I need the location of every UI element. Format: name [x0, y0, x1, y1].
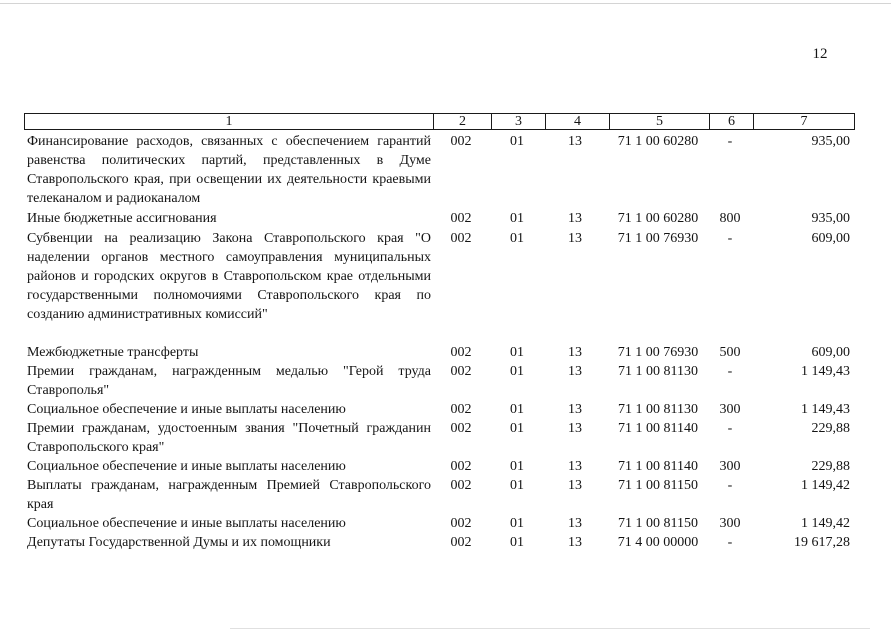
row-amount: 935,00 [811, 134, 850, 149]
row-target-article: 71 1 00 76930 [617, 345, 699, 360]
row-subsection-code: 13 [568, 134, 582, 149]
row-expense-type: - [727, 478, 733, 493]
row-subsection-code: 13 [568, 364, 582, 379]
row-target-article: 71 1 00 81150 [618, 478, 698, 493]
row-ministry-code: 002 [450, 516, 472, 531]
row-expense-type: - [727, 134, 733, 149]
row-section-code: 01 [510, 478, 524, 493]
table-header [24, 113, 855, 130]
row-expense-type: - [727, 231, 733, 246]
row-ministry-code: 002 [450, 478, 472, 493]
header-col-6: 6 [709, 114, 753, 129]
row-description: Премии гражданам, награжденным медалью "Герой труда Ставрополья" [27, 364, 431, 398]
header-col-3: 3 [491, 114, 545, 129]
row-amount: 1 149,43 [801, 402, 850, 417]
row-section-code: 01 [510, 345, 524, 360]
row-description: Финансирование расходов, связанных с обеспечением гарантий равенства политических партий, представленных в Думе Ставропольского края, при освещении их деятельности краевыми телеканалом и радиоканалом [27, 134, 431, 206]
row-ministry-code: 002 [450, 364, 472, 379]
row-expense-type: 300 [719, 516, 741, 531]
row-amount: 1 149,42 [801, 478, 850, 493]
row-expense-type: - [727, 421, 733, 436]
row-amount: 609,00 [811, 345, 850, 360]
row-amount: 229,88 [811, 421, 850, 436]
row-expense-type: 300 [719, 402, 741, 417]
page-number: 12 [812, 46, 828, 62]
scan-bottom-edge [230, 628, 870, 629]
row-ministry-code: 002 [450, 231, 472, 246]
row-ministry-code: 002 [450, 421, 472, 436]
row-description: Премии гражданам, удостоенным звания "Почетный гражданин Ставропольского края" [27, 421, 431, 455]
row-ministry-code: 002 [450, 459, 472, 474]
row-description: Социальное обеспечение и иные выплаты населению [27, 516, 346, 531]
row-description: Выплаты гражданам, награжденным Премией Ставропольского края [27, 478, 431, 512]
row-subsection-code: 13 [568, 516, 582, 531]
row-description: Иные бюджетные ассигнования [27, 211, 217, 226]
row-section-code: 01 [510, 364, 524, 379]
row-amount: 229,88 [811, 459, 850, 474]
row-description: Социальное обеспечение и иные выплаты населению [27, 459, 346, 474]
row-subsection-code: 13 [568, 535, 582, 550]
row-amount: 935,00 [811, 211, 850, 226]
row-ministry-code: 002 [450, 402, 472, 417]
row-target-article: 71 1 00 60280 [617, 211, 699, 226]
row-target-article: 71 1 00 81150 [618, 516, 698, 531]
row-target-article: 71 1 00 81130 [618, 402, 698, 417]
row-section-code: 01 [510, 535, 524, 550]
row-expense-type: - [727, 364, 733, 379]
header-col-5: 5 [609, 114, 709, 129]
row-ministry-code: 002 [450, 535, 472, 550]
row-ministry-code: 002 [450, 134, 472, 149]
row-amount: 1 149,42 [801, 516, 850, 531]
row-ministry-code: 002 [450, 211, 472, 226]
row-subsection-code: 13 [568, 478, 582, 493]
header-col-2: 2 [433, 114, 491, 129]
row-section-code: 01 [510, 134, 524, 149]
row-section-code: 01 [510, 516, 524, 531]
scan-top-edge [0, 3, 891, 4]
row-subsection-code: 13 [568, 421, 582, 436]
row-target-article: 71 1 00 60280 [617, 134, 699, 149]
row-subsection-code: 13 [568, 211, 582, 226]
row-subsection-code: 13 [568, 345, 582, 360]
row-amount: 19 617,28 [794, 535, 850, 550]
row-subsection-code: 13 [568, 231, 582, 246]
row-section-code: 01 [510, 211, 524, 226]
row-expense-type: 800 [719, 211, 741, 226]
row-amount: 1 149,43 [801, 364, 850, 379]
header-col-4: 4 [545, 114, 609, 129]
row-section-code: 01 [510, 421, 524, 436]
row-expense-type: - [727, 535, 733, 550]
header-col-1: 1 [225, 114, 233, 129]
row-expense-type: 300 [719, 459, 741, 474]
row-description: Депутаты Государственной Думы и их помощники [27, 535, 331, 550]
row-section-code: 01 [510, 459, 524, 474]
row-target-article: 71 1 00 81140 [618, 421, 698, 436]
row-amount: 609,00 [811, 231, 850, 246]
row-expense-type: 500 [719, 345, 741, 360]
row-description: Социальное обеспечение и иные выплаты населению [27, 402, 346, 417]
header-col-7: 7 [753, 114, 854, 129]
row-description: Межбюджетные трансферты [27, 345, 199, 360]
row-target-article: 71 1 00 81140 [618, 459, 698, 474]
row-target-article: 71 1 00 76930 [617, 231, 699, 246]
row-section-code: 01 [510, 402, 524, 417]
row-subsection-code: 13 [568, 459, 582, 474]
row-target-article: 71 1 00 81130 [618, 364, 698, 379]
row-description: Субвенции на реализацию Закона Ставропольского края "О наделении органов местного самоуправления муниципальных районов и городских округов в Ставропольском крае отдельными государственными полномочиями Ставропольского края по созданию административных комиссий" [27, 231, 431, 322]
row-subsection-code: 13 [568, 402, 582, 417]
row-section-code: 01 [510, 231, 524, 246]
row-ministry-code: 002 [450, 345, 472, 360]
row-target-article: 71 4 00 00000 [617, 535, 699, 550]
